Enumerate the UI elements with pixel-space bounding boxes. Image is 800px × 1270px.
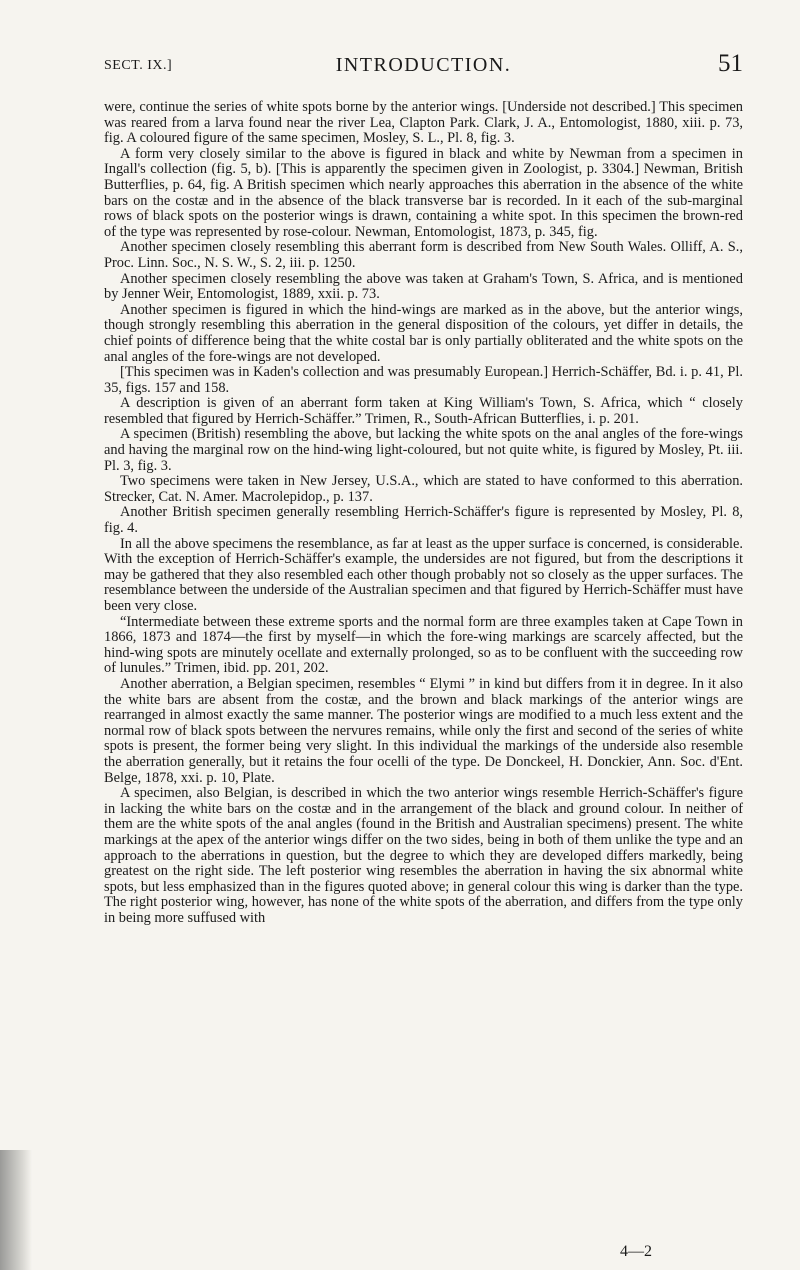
running-title: INTRODUCTION. bbox=[335, 54, 512, 76]
paragraph: Two specimens were taken in New Jersey, U.S.A., which are stated to have conformed to this aberration. Strecker, Cat. N. Amer. Macrolepidop., p. 137. bbox=[104, 473, 743, 505]
paragraph: Another specimen closely resembling the above was taken at Graham's Town, S. Africa, and is mentioned by Jenner Weir, Entomologist, 1889, xxii. p. 73. bbox=[104, 270, 743, 303]
paragraph: In all the above specimens the resemblance, as far at least as the upper surface is concerned, is considerable. With the exception of Herrich-Schäffer's example, the undersides are not figured, but from the descriptions it may be gathered that they also resembled each other though probably not so closely as the upper surfaces. The resemblance between the underside of the Australian specimen and that figured by Herrich-Schäffer must have been very close. bbox=[104, 535, 743, 614]
page-spine-shadow bbox=[0, 1150, 32, 1270]
paragraph: A description is given of an aberrant form taken at King William's Town, S. Africa, which “ closely resembled that figured by Herrich-Schäffer.” Trimen, R., South-African Butterflies, i. p. 201. bbox=[104, 395, 743, 427]
body-text bbox=[104, 100, 743, 926]
section-label: SECT. IX.] bbox=[104, 58, 173, 73]
paragraph: A specimen (British) resembling the above, but lacking the white spots on the anal angles of the fore-wings and having the marginal row on the hind-wing light-coloured, but not quite white, is figured by Mosley, Pt. iii. Pl. 3, fig. 3. bbox=[104, 426, 743, 474]
paragraph: Another aberration, a Belgian specimen, resembles “ Elymi ” in kind but differs from it in degree. In it also the white bars are absent from the costæ, and the brown and black markings of the anterior wings are rearranged in almost exactly the same manner. The posterior wings are modified to a much less extent and the normal row of black spots between the nervures remains, while only the first and second of the series of white spots is present, the former being very slight. In this individual the markings of the underside also resemble the aberration generally, but it retains the four ocelli of the type. De Donckeel, H. Donckier, Ann. Soc. d'Ent. Belge, 1878, xxi. p. 10, Plate. bbox=[104, 675, 743, 786]
paragraph: “Intermediate between these extreme sports and the normal form are three examples taken at Cape Town in 1866, 1873 and 1874—the first by myself—in which the fore-wing markings are scarcely affected, but the hind-wing spots are minutely ocellate and externally prolonged, so as to be confluent with the succeeding row of lunules.” Trimen, ibid. pp. 201, 202. bbox=[104, 613, 743, 677]
running-header bbox=[104, 44, 743, 80]
paragraph: A specimen, also Belgian, is described in which the two anterior wings resemble Herrich-Schäffer's figure in lacking the white bars on the costæ and in the arrangement of the black and ground colour. In neither of them are the white spots of the anal angles (found in the British and Australian specimens) present. The white markings at the apex of the anterior wings differ on the two sides, being in both of them unlike the type and an approach to the aberrations in question, but the degree to which they are developed differs markedly, being greatest on the right side. The left posterior wing resembles the aberration in having the six abnormal white spots, but less emphasized than in the figures quoted above; in general colour this wing is darker than the type. The right posterior wing, however, has none of the white spots of the aberration, and differs from the type only in being more suffused with bbox=[104, 785, 743, 926]
signature-mark: 4—2 bbox=[620, 1243, 652, 1260]
paragraph: Another specimen closely resembling this aberrant form is described from New South Wales. Olliff, A. S., Proc. Linn. Soc., N. S. W., S. 2, iii. p. 1250. bbox=[104, 239, 743, 271]
paragraph: Another specimen is figured in which the hind-wings are marked as in the above, but the anterior wings, though strongly resembling this aberration in the general disposition of the colours, yet differ in details, the chief points of difference being that the white costal bar is only partially obliterated and the white spots on the anal angles of the fore-wings are not developed. bbox=[104, 301, 743, 365]
paragraph: were, continue the series of white spots borne by the anterior wings. [Underside not described.] This specimen was reared from a larva found near the river Lea, Clapton Park. Clark, J. A., Entomologist, 1880, xiii. p. 73, fig. A coloured figure of the same specimen, Mosley, S. L., Pl. 8, fig. 3. bbox=[104, 99, 743, 147]
paragraph: Another British specimen generally resembling Herrich-Schäffer's figure is represented by Mosley, Pl. 8, fig. 4. bbox=[104, 504, 743, 537]
page-number: 51 bbox=[718, 50, 743, 77]
paragraph: [This specimen was in Kaden's collection and was presumably European.] Herrich-Schäffer, Bd. i. p. 41, Pl. 35, figs. 157 and 158. bbox=[104, 364, 743, 396]
paragraph: A form very closely similar to the above is figured in black and white by Newman from a specimen in Ingall's collection (fig. 5, b). [This is apparently the specimen given in Zoologist, p. 3304.] Newman, British Butterflies, p. 64, fig. A British specimen which nearly approaches this aberration in the absence of the white bars on the costæ and in the absence of the black transverse bar is recorded. In it each of the sub-marginal rows of black spots on the posterior wings is drawn, containing a white spot. In this specimen the brown-red of the type was represented by rose-colour. Newman, Entomologist, 1873, p. 345, fig. bbox=[104, 145, 743, 240]
